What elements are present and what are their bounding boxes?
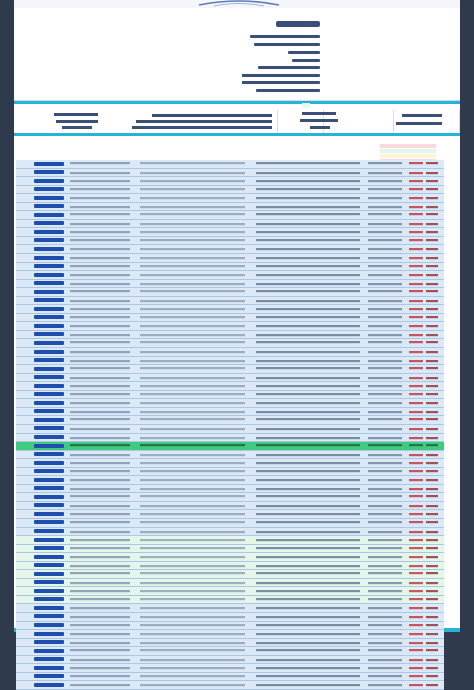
table-row[interactable] [16, 288, 444, 297]
row-text-blur [70, 178, 440, 184]
table-row[interactable] [16, 502, 444, 511]
row-action-button[interactable] [34, 375, 64, 379]
row-text-blur [70, 366, 440, 372]
row-action-button[interactable] [34, 273, 64, 277]
table-row[interactable] [16, 468, 444, 477]
table-row[interactable] [16, 485, 444, 494]
table-row[interactable] [16, 314, 444, 323]
row-action-button[interactable] [34, 623, 64, 627]
row-action-button[interactable] [34, 256, 64, 260]
row-text-blur [70, 383, 440, 389]
row-text-blur [70, 289, 440, 295]
table-row[interactable] [16, 408, 444, 417]
table-row[interactable] [16, 622, 444, 631]
row-action-button[interactable] [34, 341, 64, 345]
row-text-blur [70, 477, 440, 483]
info-panel [14, 8, 460, 101]
row-text-blur [70, 332, 440, 338]
table-row[interactable] [16, 681, 444, 690]
row-text-blur [70, 306, 440, 312]
row-action-button[interactable] [34, 503, 64, 507]
row-action-button[interactable] [34, 666, 64, 670]
row-text-blur [70, 511, 440, 517]
row-action-button[interactable] [34, 358, 64, 362]
row-text-blur [70, 315, 440, 321]
row-action-button[interactable] [34, 179, 64, 183]
row-action-button[interactable] [34, 264, 64, 268]
row-text-blur [70, 554, 440, 560]
row-text-blur [70, 571, 440, 577]
table-row[interactable] [16, 322, 444, 331]
table-row[interactable] [16, 391, 444, 400]
row-text-blur [70, 246, 440, 252]
row-text-blur [70, 409, 440, 415]
legend-item [380, 144, 436, 148]
row-action-button[interactable] [34, 563, 64, 567]
table-row[interactable] [16, 570, 444, 579]
table-row[interactable] [16, 596, 444, 605]
table-row[interactable] [16, 579, 444, 588]
table-row[interactable] [16, 228, 444, 237]
row-action-button[interactable] [34, 298, 64, 302]
row-action-button[interactable] [34, 332, 64, 336]
row-action-button[interactable] [34, 418, 64, 422]
row-action-button[interactable] [34, 538, 64, 542]
row-text-blur [70, 503, 440, 509]
row-action-button[interactable] [34, 350, 64, 354]
row-text-blur [70, 623, 440, 629]
row-text-blur [70, 340, 440, 346]
row-action-button[interactable] [34, 486, 64, 490]
table-row[interactable] [16, 280, 444, 289]
row-text-blur [70, 674, 440, 680]
row-action-button[interactable] [34, 580, 64, 584]
row-text-blur [70, 486, 440, 492]
row-action-button[interactable] [34, 444, 64, 448]
table-row[interactable] [16, 510, 444, 519]
row-text-blur [70, 546, 440, 552]
row-action-button[interactable] [34, 520, 64, 524]
row-action-button[interactable] [34, 555, 64, 559]
row-text-blur [70, 452, 440, 458]
row-action-button[interactable] [34, 469, 64, 473]
table-row[interactable] [16, 416, 444, 425]
legend-item [380, 149, 436, 153]
table-row[interactable] [16, 656, 444, 665]
table-row[interactable] [16, 519, 444, 528]
row-text-blur [70, 597, 440, 603]
row-action-button[interactable] [34, 452, 64, 456]
row-text-blur [70, 255, 440, 261]
table-row[interactable] [16, 211, 444, 220]
row-action-button[interactable] [34, 674, 64, 678]
table-row[interactable] [16, 339, 444, 348]
summary-band [14, 101, 460, 136]
summary-title [302, 103, 310, 108]
summary-text-blur [32, 110, 452, 134]
row-text-blur [70, 187, 440, 193]
table-row[interactable] [16, 331, 444, 340]
table-row[interactable] [16, 630, 444, 639]
table-row[interactable] [16, 647, 444, 656]
table-row[interactable] [16, 357, 444, 366]
row-text-blur [70, 272, 440, 278]
top-bar [14, 0, 460, 8]
row-action-button[interactable] [34, 683, 64, 687]
row-action-button[interactable] [34, 281, 64, 285]
row-action-button[interactable] [34, 367, 64, 371]
row-text-blur [70, 640, 440, 646]
row-text-blur [70, 221, 440, 227]
row-action-button[interactable] [34, 572, 64, 576]
row-action-button[interactable] [34, 238, 64, 242]
row-action-button[interactable] [34, 657, 64, 661]
row-text-blur [70, 657, 440, 663]
table-row[interactable] [16, 365, 444, 374]
row-text-blur [70, 460, 440, 466]
table-row[interactable] [16, 587, 444, 596]
table-row[interactable] [16, 476, 444, 485]
row-text-blur [70, 614, 440, 620]
row-text-blur [70, 161, 440, 167]
table-row[interactable] [16, 459, 444, 468]
table-row[interactable] [16, 425, 444, 434]
table-row[interactable] [16, 434, 444, 443]
table-row[interactable] [16, 160, 444, 169]
row-text-blur [70, 281, 440, 287]
table-row[interactable] [16, 297, 444, 306]
row-text-blur [70, 665, 440, 671]
row-text-blur [70, 392, 440, 398]
row-text-blur [70, 494, 440, 500]
table-row[interactable] [16, 562, 444, 571]
row-action-button[interactable] [34, 426, 64, 430]
row-text-blur [70, 349, 440, 355]
table-row[interactable] [16, 493, 444, 502]
row-action-button[interactable] [34, 204, 64, 208]
table-body [16, 160, 444, 690]
row-action-button[interactable] [34, 162, 64, 166]
row-action-button[interactable] [34, 247, 64, 251]
row-text-blur [70, 563, 440, 569]
row-action-button[interactable] [34, 546, 64, 550]
table-row[interactable] [16, 374, 444, 383]
row-action-button[interactable] [34, 597, 64, 601]
row-action-button[interactable] [34, 392, 64, 396]
table-row[interactable] [16, 169, 444, 178]
row-action-button[interactable] [34, 632, 64, 636]
table-row[interactable] [16, 382, 444, 391]
row-action-button[interactable] [34, 409, 64, 413]
table-row[interactable] [16, 220, 444, 229]
row-text-blur [70, 375, 440, 381]
table-row[interactable] [16, 536, 444, 545]
row-action-button[interactable] [34, 315, 64, 319]
row-text-blur [70, 520, 440, 526]
row-action-button[interactable] [34, 461, 64, 465]
table-row[interactable] [16, 604, 444, 613]
row-text-blur [70, 204, 440, 210]
row-text-blur [70, 469, 440, 475]
table-row[interactable] [16, 664, 444, 673]
table-row[interactable] [16, 673, 444, 682]
row-action-button[interactable] [34, 589, 64, 593]
row-action-button[interactable] [34, 529, 64, 533]
row-text-blur [70, 426, 440, 432]
row-action-button[interactable] [34, 401, 64, 405]
row-action-button[interactable] [34, 640, 64, 644]
table-row[interactable] [16, 177, 444, 186]
table-row[interactable] [16, 442, 444, 451]
table-row[interactable] [16, 271, 444, 280]
table-row[interactable] [16, 194, 444, 203]
row-action-button[interactable] [34, 512, 64, 516]
row-action-button[interactable] [34, 196, 64, 200]
row-text-blur [70, 170, 440, 176]
row-action-button[interactable] [34, 606, 64, 610]
row-text-blur [70, 580, 440, 586]
row-action-button[interactable] [34, 324, 64, 328]
row-action-button[interactable] [34, 307, 64, 311]
row-text-blur [70, 323, 440, 329]
info-text-blur [242, 18, 324, 98]
row-text-blur [70, 443, 440, 449]
row-action-button[interactable] [34, 230, 64, 234]
table-row[interactable] [16, 305, 444, 314]
row-text-blur [70, 400, 440, 406]
row-action-button[interactable] [34, 213, 64, 217]
row-text-blur [70, 537, 440, 543]
row-text-blur [70, 435, 440, 441]
table-row[interactable] [16, 237, 444, 246]
row-action-button[interactable] [34, 435, 64, 439]
row-action-button[interactable] [34, 614, 64, 618]
row-action-button[interactable] [34, 384, 64, 388]
table-row[interactable] [16, 639, 444, 648]
table-section [14, 133, 460, 136]
row-text-blur [70, 588, 440, 594]
row-action-button[interactable] [34, 478, 64, 482]
row-action-button[interactable] [34, 221, 64, 225]
table-row[interactable] [16, 451, 444, 460]
row-text-blur [70, 298, 440, 304]
table-row[interactable] [16, 528, 444, 537]
row-text-blur [70, 682, 440, 688]
row-text-blur [70, 648, 440, 654]
row-text-blur [70, 358, 440, 364]
table-row[interactable] [16, 254, 444, 263]
row-text-blur [70, 529, 440, 535]
row-text-blur [70, 417, 440, 423]
row-text-blur [70, 195, 440, 201]
row-text-blur [70, 238, 440, 244]
table-row[interactable] [16, 245, 444, 254]
row-text-blur [70, 264, 440, 270]
table-row[interactable] [16, 263, 444, 272]
row-action-button[interactable] [34, 290, 64, 294]
table-row[interactable] [16, 203, 444, 212]
row-text-blur [70, 605, 440, 611]
table-row[interactable] [16, 613, 444, 622]
table-row[interactable] [16, 545, 444, 554]
table-row[interactable] [16, 553, 444, 562]
row-action-button[interactable] [34, 187, 64, 191]
row-text-blur [70, 229, 440, 235]
row-text-blur [70, 212, 440, 218]
site-logo-icon[interactable] [194, 0, 284, 7]
table-row[interactable] [16, 348, 444, 357]
row-action-button[interactable] [34, 649, 64, 653]
row-action-button[interactable] [34, 170, 64, 174]
table-row[interactable] [16, 399, 444, 408]
row-action-button[interactable] [34, 495, 64, 499]
table-row[interactable] [16, 186, 444, 195]
